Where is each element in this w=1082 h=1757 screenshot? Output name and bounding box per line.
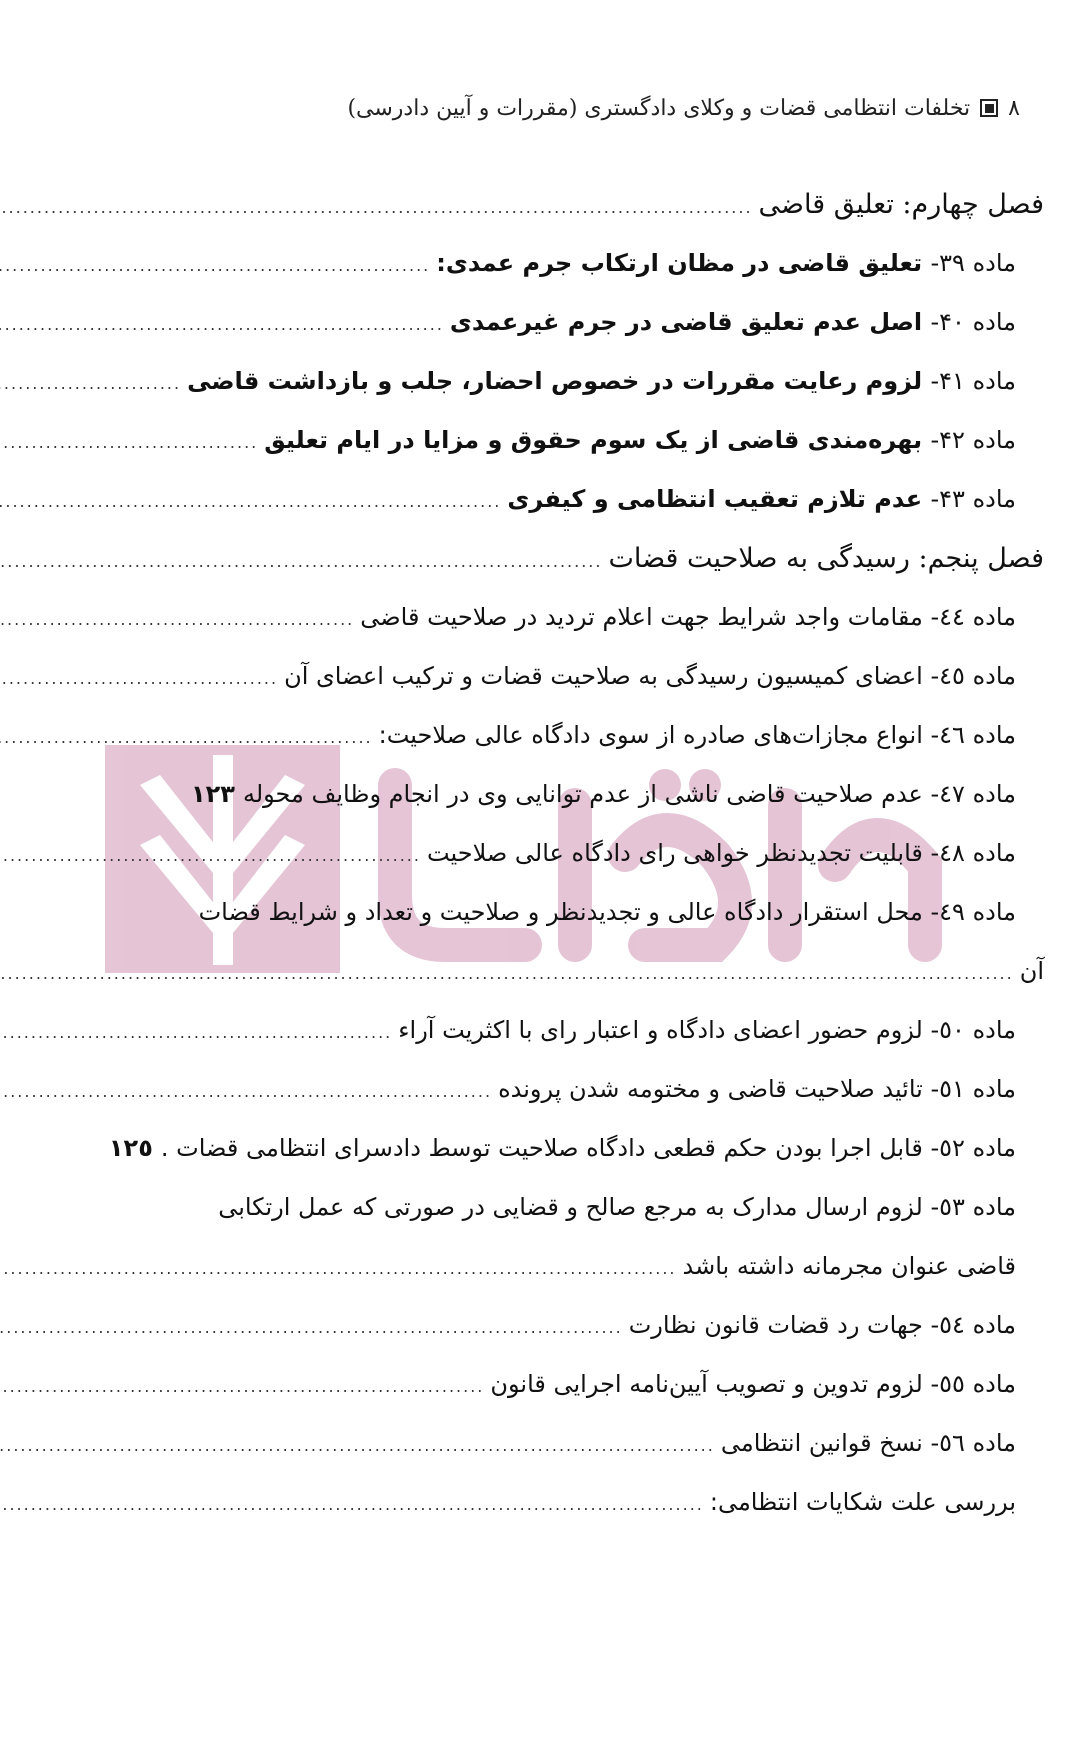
article-number: ماده ٥٣- (930, 1193, 1016, 1221)
book-title: تخلفات انتظامی قضات و وکلای دادگستری (مقررات و آیین دادرسی) (347, 95, 971, 121)
leader-dots (0, 1357, 484, 1416)
toc-title: تعلیق قاضی در مظان ارتکاب جرم عمدی: (436, 249, 931, 277)
article-number: ماده ٤٦- (930, 721, 1016, 749)
toc-article (100, 352, 1044, 411)
leader-dots (0, 590, 354, 649)
article-number: ماده ٥٢- (930, 1134, 1016, 1162)
article-number: ماده ٤٩- (930, 898, 1016, 926)
leader-dots (0, 1062, 492, 1121)
toc-article (100, 411, 1044, 470)
toc-article (100, 1060, 1044, 1119)
toc-title: اعضای کمیسیون رسیدگی به صلاحیت قضات و ترکیب اعضای آن (284, 662, 931, 690)
leader-dots (0, 1298, 623, 1357)
toc-title-continued: قاضی عنوان مجرمانه داشته باشد (682, 1252, 1016, 1280)
toc-title: لزوم ارسال مدارک به مرجع صالح و قضایی در صورتی که عمل ارتکابی (218, 1193, 931, 1221)
toc-chapter (100, 529, 1044, 588)
toc-title: قابل اجرا بودن حکم قطعی دادگاه صلاحیت توسط دادسرای انتظامی قضات . (160, 1134, 931, 1162)
toc-article (100, 1119, 1044, 1178)
toc-title: تائید صلاحیت قاضی و مختومه شدن پرونده (498, 1075, 931, 1103)
toc-article (100, 1355, 1044, 1414)
article-number: ماده ٤٥- (930, 662, 1016, 690)
article-number: ماده ٥٤- (930, 1311, 1016, 1339)
toc-title: نسخ قوانین انتظامی (720, 1429, 931, 1457)
article-number: ماده ٥١- (930, 1075, 1016, 1103)
toc-title: لزوم رعایت مقررات در خصوص احضار، جلب و بازداشت قاضی (187, 367, 931, 395)
article-number: ماده ۴۱- (930, 367, 1016, 395)
toc-article (100, 234, 1044, 293)
leader-dots (0, 1475, 704, 1534)
square-bullet-icon (980, 99, 998, 117)
toc-title: اصل عدم تعلیق قاضی در جرم غیرعمدی (449, 308, 931, 336)
article-number: ماده ۳۹- (930, 249, 1016, 277)
toc-article (100, 1001, 1044, 1060)
leader-dots (0, 413, 258, 472)
article-number: ماده ٤٤- (930, 603, 1016, 631)
toc-title: عدم تلازم تعقیب انتظامی و کیفری (507, 485, 931, 513)
toc-title: محل استقرار دادگاه عالی و تجدیدنظر و صلاحیت و تعداد و شرایط قضات (198, 898, 931, 926)
toc-title-continued: آن (1019, 957, 1044, 985)
article-number: ماده ٤٧- (930, 780, 1016, 808)
toc-article (100, 1414, 1044, 1473)
article-number: ماده ۴۰- (930, 308, 1016, 336)
leader-dots (0, 708, 373, 767)
toc-title: انواع مجازات‌های صادره از سوی دادگاه عالی صلاحیت: (378, 721, 931, 749)
leader-dots (0, 944, 1014, 1003)
toc-title: جهات رد قضات قانون نظارت (628, 1311, 931, 1339)
article-number: ماده ۴۲- (930, 426, 1016, 454)
leader-dots (0, 295, 444, 354)
toc-article-line-2 (100, 1237, 1044, 1296)
toc-article-line-2 (100, 942, 1044, 1001)
leader-dots (0, 649, 278, 708)
leader-dots (0, 354, 181, 413)
toc-article (100, 293, 1044, 352)
toc-article (100, 1296, 1044, 1355)
toc-title: فصل چهارم: تعلیق قاضی (758, 189, 1044, 220)
toc-title: لزوم حضور اعضای دادگاه و اعتبار رای با اکثریت آراء (398, 1016, 931, 1044)
leader-dots (0, 236, 430, 295)
article-number: ماده ٤٨- (930, 839, 1016, 867)
article-number: ماده ٥٥- (930, 1370, 1016, 1398)
leader-dots (0, 826, 421, 885)
table-of-contents (100, 175, 1044, 1532)
toc-title: فصل پنجم: رسیدگی به صلاحیت قضات (608, 543, 1044, 574)
toc-article (100, 765, 1044, 824)
leader-dots (0, 178, 753, 237)
toc-title: مقامات واجد شرایط جهت اعلام تردید در صلاحیت قاضی (360, 603, 931, 631)
toc-title: عدم صلاحیت قاضی ناشی از عدم توانایی وی در انجام وظایف محوله (242, 780, 931, 808)
leader-dots (0, 532, 602, 591)
running-header (200, 88, 1020, 128)
article-number: ماده ٥٦- (930, 1429, 1016, 1457)
leader-dots (0, 1416, 715, 1475)
leader-dots (0, 1003, 392, 1062)
toc-page: ۱۲٥ (108, 1134, 153, 1162)
toc-title: لزوم تدوین و تصویب آیین‌نامه اجرایی قانون (490, 1370, 931, 1398)
leader-dots (0, 1239, 676, 1298)
toc-title: بررسی علت شکایات انتظامی: (709, 1488, 1016, 1516)
leader-dots (0, 472, 501, 531)
toc-chapter (100, 175, 1044, 234)
toc-page: ۱۲۳ (190, 780, 235, 808)
toc-article (100, 470, 1044, 529)
toc-article-line-1 (100, 1178, 1044, 1237)
article-number: ماده ۴۳- (930, 485, 1016, 513)
toc-article (100, 647, 1044, 706)
page-number: ۸ (1008, 95, 1020, 121)
toc-article-line-1 (100, 883, 1044, 942)
toc-article (100, 824, 1044, 883)
toc-title: بهره‌مندی قاضی از یک سوم حقوق و مزایا در ایام تعلیق (264, 426, 931, 454)
article-number: ماده ٥٠- (930, 1016, 1016, 1044)
toc-article (100, 588, 1044, 647)
toc-entry (100, 1473, 1044, 1532)
toc-title: قابلیت تجدیدنظر خواهی رای دادگاه عالی صلاحیت (426, 839, 931, 867)
toc-article (100, 706, 1044, 765)
